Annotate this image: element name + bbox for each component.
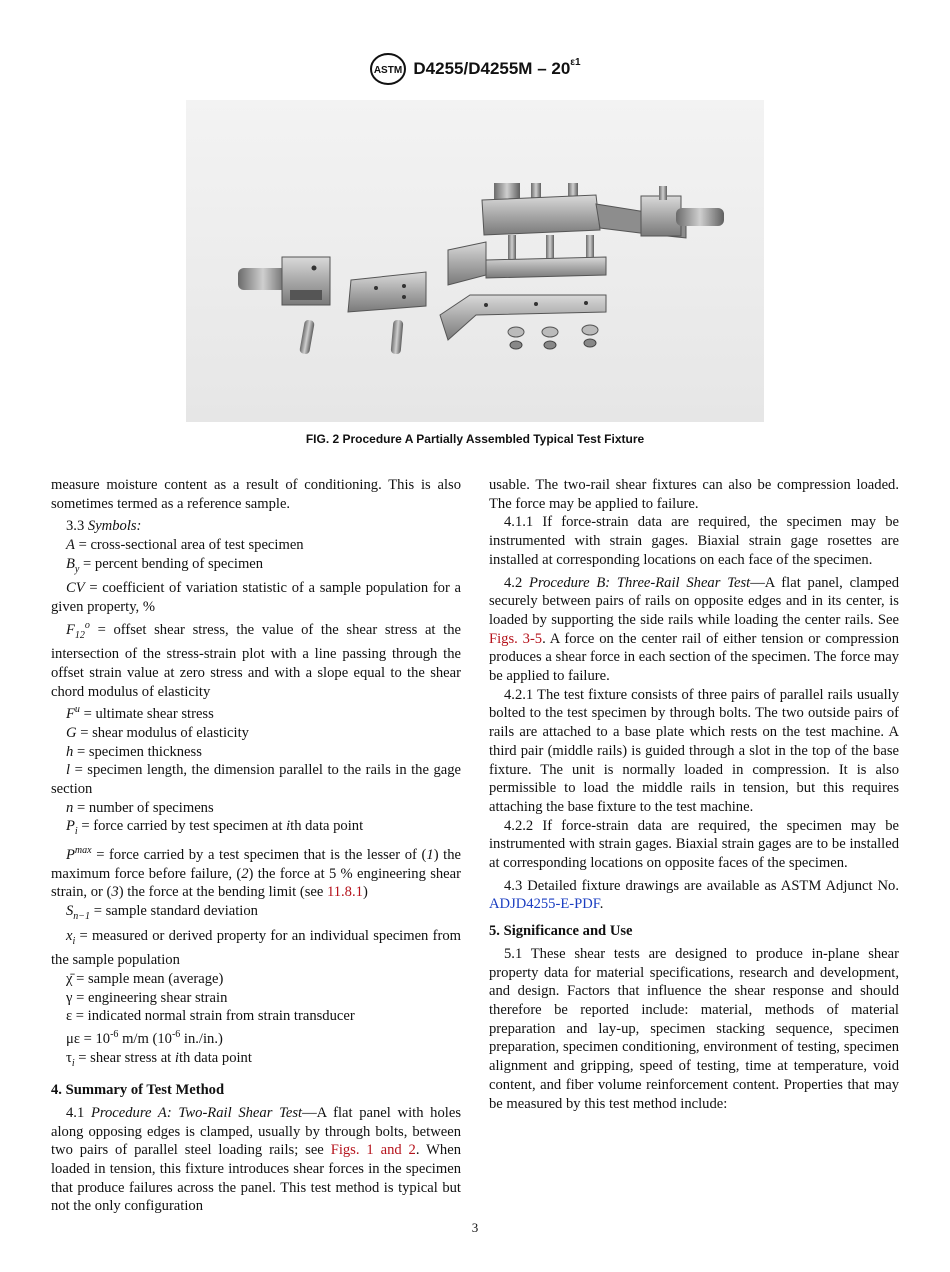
left-column xyxy=(51,476,461,1216)
symbol-CV: CV = coefficient of variation statistic of a sample population for a given property, % xyxy=(51,580,461,616)
standard-designation: $D4255/D4255M - 20^{\varepsilon 1}$ xyxy=(413,57,581,78)
symbol-xbar: χ̄ = sample mean (average) xyxy=(66,970,224,987)
symbol-A: A = cross-sectional area of test specimen xyxy=(66,537,304,554)
symbol-xi: $x_i$ = measured or derived property for an individual specimen from the sample population xyxy=(51,927,461,969)
symbol-Pmax: $P^{max}$ = force carried by a test specimen that is the lesser of (1) the maximum force before failure, (2) the force at 5 % engineering shear strain, or (3) the force at the bending limit (see 11.8.1) xyxy=(51,845,461,901)
figs-3-5-link[interactable]: Figs. 3-5 xyxy=(489,630,543,647)
section-4-2-1: 4.2.1 The test fixture consists of three pairs of parallel rails usually bolted to the test specimen by through bolts. The two outside pairs of rails are attached to a base plate which rests on the test machine. A third pair (middle rails) is guided through a slot in the top of the base fixture. The unit is normally loaded in compression. It is also permissible to load the middle rails in tension, but this requires attaching the base fixture to the test machine. xyxy=(489,686,899,815)
page-number: 3 xyxy=(471,1220,479,1235)
section-4-1-1: 4.1.1 If force-strain data are required, the specimen may be instrumented with strain gages. Biaxial strain gage rosettes are installed at corresponding locations on each face of the specimen. xyxy=(489,514,899,568)
symbol-Sn-1: $S_{n-1}$ = sample standard deviation xyxy=(66,903,258,922)
astm-logo-text: ASTM xyxy=(374,65,403,76)
symbol-epsilon: ε = indicated normal strain from strain transducer xyxy=(66,1008,355,1025)
section-4-2-2: 4.2.2 If force-strain data are required, the specimen may be instrumented with strain gages. Biaxial strain gages are to be installed at corresponding locations on opposite faces of the specimen. xyxy=(489,817,899,872)
section-5-1: 5.1 These shear tests are designed to produce in-plane shear property data for material specifications, research and development, and design. Factors that influence the shear response and should therefore be reported include: material, methods of material preparation and lay-up, specimen stacking sequence, specimen preparation, specimen conditioning, environment of testing, specimen alignment and gripping, speed of testing, time at temperature, void content, and fiber volume reinforcement content. Properties that may be measured by this test method include: xyxy=(489,945,899,1112)
symbol-microstrain: $\mu\varepsilon = 10^{-6}$ m/m ($10^{-6}$ in./in.) xyxy=(66,1029,223,1047)
symbol-tau: $\tau_i$ = shear stress at ith data point xyxy=(66,1049,252,1069)
right-column xyxy=(489,476,899,1113)
figs-1-2-link[interactable]: Figs. 1 and 2 xyxy=(330,1142,416,1159)
symbol-gamma: γ = engineering shear strain xyxy=(66,989,228,1006)
symbol-l: l = specimen length, the dimension parallel to the rails in the gage section xyxy=(51,762,461,798)
adjunct-link[interactable]: ADJD4255-E-PDF xyxy=(489,896,600,913)
symbol-h: h = specimen thickness xyxy=(66,743,202,760)
symbol-G: G = shear modulus of elasticity xyxy=(66,724,249,741)
symbol-Fu: $F^u$ = ultimate shear stress xyxy=(66,704,214,723)
section-4-heading: 4. Summary of Test Method xyxy=(51,1082,225,1099)
section-4-2: 4.2 Procedure B: Three-Rail Shear Test—A flat panel, clamped securely between pairs of rails on opposite edges and in its center, is loaded by supporting the side rails while loading the center rails. See Figs. 3-5. A force on the center rail of either tension or compression produces a shear force in each section of the specimen. The force may be applied to failure. xyxy=(489,574,900,685)
section-4-1: 4.1 Procedure A: Two-Rail Shear Test—A flat panel with holes along opposing edges is clamped, usually by through bolts, between two pairs of parallel steel loading rails; see Figs. 1 and 2. When loaded in tension, this fixture introduces shear forces in the specimen that produce failures across the panel. This test method is typical but not the only configuration xyxy=(51,1104,461,1215)
symbol-F12: $F_{12}^o$ = offset shear stress, the value of the shear stress at the intersection of the stress-strain plot with a line passing through the offset strain value at zero stress and with a slope equal to the shear chord modulus of elasticity xyxy=(51,619,461,700)
epsilon-superscript: ε1 xyxy=(570,57,581,69)
continued-paragraph: measure moisture content as a result of conditioning. This is also sometimes termed as a reference sample. xyxy=(51,477,461,512)
astm-logo-icon xyxy=(369,52,407,86)
section-3-3-heading: 3.3 Symbols: xyxy=(66,518,142,535)
symbol-By: $B_y$ = percent bending of specimen xyxy=(66,555,264,575)
ref-11-8-1-link[interactable]: 11.8.1 xyxy=(326,884,363,901)
section-5-heading: 5. Significance and Use xyxy=(489,923,633,940)
continued-paragraph-right: usable. The two-rail shear fixtures can also be compression loaded. The force may be applied to failure. xyxy=(489,477,899,512)
symbol-Pi: $P_i$ = force carried by test specimen at ith data point xyxy=(66,818,364,838)
figure-caption: FIG. 2 Procedure A Partially Assembled Typical Test Fixture xyxy=(305,432,645,446)
symbol-n: n = number of specimens xyxy=(66,799,214,816)
page-header xyxy=(0,52,950,86)
fixture-photo xyxy=(186,100,764,422)
section-4-3: 4.3 Detailed fixture drawings are available as ASTM Adjunct No. ADJD4255-E-PDF. xyxy=(489,877,899,913)
